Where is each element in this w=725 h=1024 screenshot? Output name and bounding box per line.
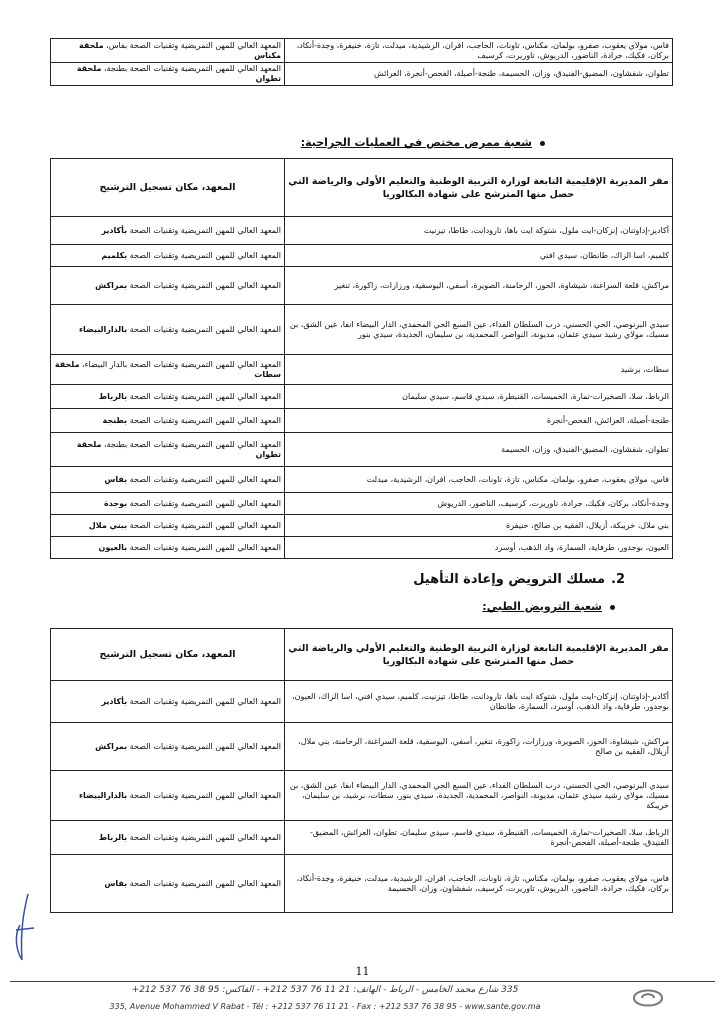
institute-cell: [51, 355, 285, 385]
regions-cell: أكادير-إداوتنان، إنزكان-ايت ملول، شتوكة ايت باها، تارودانت، طاطا، تيزنيت: [285, 217, 673, 245]
footer-address-latin: 335, Avenue Mohammed V Rabat - Tél : +212 537 76 11 21 - Fax : +212 537 76 38 95 - www.sante.gov.ma: [109, 1002, 541, 1011]
institute-cell: [51, 409, 285, 433]
bullet-icon: [540, 141, 545, 146]
regions-column-header: مقر المديرية الإقليمية التابعة لوزارة التربية الوطنية والتعليم الأولي والرياضة التي حصل منها المترشح على شهادة البكالوريا: [285, 629, 673, 681]
institute-city: ملحقة تطوان: [76, 64, 281, 83]
table-row: [51, 771, 673, 821]
table-row: [51, 433, 673, 467]
section2-number: 2.: [611, 572, 625, 587]
institute-city: بالدارالبيضاء: [78, 324, 128, 334]
table-row: [51, 63, 673, 86]
institute-cell: [51, 493, 285, 515]
table-row: [51, 39, 673, 63]
table-row: [51, 855, 673, 913]
section1-heading: شعبة ممرض مختص في العمليات الجراحية:: [301, 136, 545, 149]
institute-column-header: المعهد، مكان تسجيل الترشيح: [51, 629, 285, 681]
table-row: [51, 385, 673, 409]
institute-name: المعهد العالي للمهن التمريضية وتقنيات الصحة بالدار البيضاء،: [79, 359, 281, 369]
surgical-nurse-table: [50, 158, 673, 559]
table-row: [51, 821, 673, 855]
institute-city: بالدارالبيضاء: [78, 790, 128, 800]
regions-cell: مراكش، شيشاوة، الحوز، الصويرة، ورزازات، زاكورة، تنغير، أسفي، اليوسفية، قلعة السراغنة، الرحامنة، بني ملال، أزيلال، الفقيه بن صالح: [285, 723, 673, 771]
institute-cell: [51, 305, 285, 355]
regions-cell: سيدي البرنوصي، الحي الحسني، درب السلطان الفداء، عين السبع الحي المحمدي، الدار البيضاء انفا، عين الشق، بن مسيك، مولاي رشيد سيدي عثمان، مديونة، النواصر، المحمدية، بن سليمان، الجديدة، سيدي بنور: [285, 305, 673, 355]
regions-cell: العيون، بوجدور، طرفاية، السمارة، واد الذهب، أوسرد: [285, 537, 673, 559]
institute-cell: [51, 267, 285, 305]
footer-divider: [10, 981, 715, 982]
institute-name: المعهد العالي للمهن التمريضية وتقنيات الصحة: [127, 696, 281, 706]
section2-title: 2.مسلك الترويض وإعادة التأهيل: [413, 572, 625, 587]
table-row: [51, 515, 673, 537]
institute-cell: [51, 63, 285, 86]
table-row: [51, 267, 673, 305]
institute-city: بفاس: [104, 474, 128, 484]
regions-cell: وجدة-أنكاد، بركان، فكيك، جرادة، تاوريرت، كرسيف، الناضور، الدريوش: [285, 493, 673, 515]
institute-name: المعهد العالي للمهن التمريضية وتقنيات الصحة: [127, 741, 281, 751]
institute-city: بمراكش: [95, 280, 128, 290]
table-row: [51, 245, 673, 267]
institute-cell: [51, 217, 285, 245]
table-row: [51, 723, 673, 771]
institute-name: المعهد العالي للمهن التمريضية وتقنيات الصحة: [127, 250, 281, 260]
table-row: [51, 355, 673, 385]
institute-cell: [51, 723, 285, 771]
institute-city: بالرباط: [98, 832, 128, 842]
top-table: [50, 38, 673, 86]
table-row: [51, 493, 673, 515]
institute-city: ملحقة سطات: [54, 359, 281, 379]
institute-city: بالعيون: [98, 542, 128, 552]
institute-name: المعهد العالي للمهن التمريضية وتقنيات الصحة: [127, 474, 281, 484]
institute-city: بأكادير: [101, 225, 128, 235]
institute-cell: [51, 245, 285, 267]
institute-city: بأكادير: [101, 696, 128, 706]
regions-cell: مراكش، قلعة السراغنة، شيشاوة، الحوز، الرحامنة، الصويرة، أسفي، اليوسفية، ورزازات، زاكورة، تنغير: [285, 267, 673, 305]
institute-city: ملحقة تطوان: [76, 439, 281, 459]
institute-city: بطنجة: [102, 415, 128, 425]
institute-cell: [51, 771, 285, 821]
institute-cell: [51, 39, 285, 63]
regions-cell: طنجة-أصيلة، العرائش، الفحص-أنجرة: [285, 409, 673, 433]
regions-cell: فاس، مولاي يعقوب، صفرو، بولمان، مكناس، تازة، تاونات، الحاجب، افران، الرشيدية، ميدلت، خنيفرة، وجدة-أنكاد، بركان، فكيك، جرادة، الناضور، الدريوش، تاوريرت، كرسيف، شفشاون، وزان، الحسيمة: [285, 855, 673, 913]
institute-cell: [51, 385, 285, 409]
regions-cell: الرباط، سلا، الصخيرات-تمارة، الخميسات، القنيطرة، سيدي قاسم، سيدي سليمان، تطوان، العرائش، المضيق-الفنيدق، طنجة-أصيلة، الفحص-أنجرة: [285, 821, 673, 855]
institute-city: بالرباط: [98, 391, 128, 401]
table-row: [51, 681, 673, 723]
regions-cell: كلميم، اسا الزاك، طانطان، سيدي افني: [285, 245, 673, 267]
institute-city: بفاس: [104, 878, 128, 888]
institute-name: المعهد العالي للمهن التمريضية وتقنيات الصحة: [127, 832, 281, 842]
regions-cell: سيدي البرنوصي، الحي الحسني، درب السلطان الفداء، عين السبع الحي المحمدي، الدار البيضاء انفا، عين الشق، بن مسيك، مولاي رشيد سيدي عثمان، مديونة، النواصر، المحمدية، الجديدة، سيدي بنور، سطات، برشيد، بن سليمان، خريبكة: [285, 771, 673, 821]
institute-city: بوجدة: [104, 498, 128, 508]
institute-name: المعهد العالي للمهن التمريضية وتقنيات الصحة: [127, 324, 281, 334]
regions-cell: الرباط، سلا، الصخيرات-تمارة، الخميسات، القنيطرة، سيدي قاسم، سيدي سليمان: [285, 385, 673, 409]
regions-cell: أكادير-إداوتنان، إنزكان-ايت ملول، شتوكة ايت باها، تارودانت، طاطا، تيزنيت، كلميم، سيدي افني، اسا الزاك، العيون، بوجدور، طرفاية، واد الذهب، أوسرد، السمارة، طانطان: [285, 681, 673, 723]
regions-cell: تطوان، شفشاون، المضيق-الفنيدق، وزان، الحسيمة: [285, 433, 673, 467]
institute-name: المعهد العالي للمهن التمريضية وتقنيات الصحة: [127, 520, 281, 530]
footer-address-arabic: 335 شارع محمد الخامس - الرباط - الهاتف: 21 11 76 537 212+ - الفاكس: 95 38 76 537 212+: [131, 985, 519, 995]
institute-cell: [51, 433, 285, 467]
institute-name: المعهد العالي للمهن التمريضية وتقنيات الصحة بفاس،: [103, 40, 281, 50]
institute-cell: [51, 515, 285, 537]
table-row: [51, 467, 673, 493]
section2-subheading: شعبة الترويض الطبي:: [482, 600, 615, 613]
table-row: [51, 217, 673, 245]
institute-name: المعهد العالي للمهن التمريضية وتقنيات الصحة: [127, 280, 281, 290]
institute-name: المعهد العالي للمهن التمريضية وتقنيات الصحة: [127, 542, 281, 552]
institute-city: ملحقة مكناس: [79, 40, 281, 60]
ministry-logo-icon: [628, 982, 668, 1014]
regions-cell: سطات، برشيد: [285, 355, 673, 385]
institute-name: المعهد العالي للمهن التمريضية وتقنيات الصحة: [127, 790, 281, 800]
institute-name: المعهد العالي للمهن التمريضية وتقنيات الصحة بطنجة،: [101, 439, 281, 449]
institute-city: بكلميم: [101, 250, 128, 260]
regions-cell: فاس، مولاي يعقوب، صفرو، بولمان، مكناس، تازة، تاونات، الحاجب، افران، الرشيدية، ميدلت: [285, 467, 673, 493]
handwritten-signature: [6, 890, 46, 970]
institute-cell: [51, 537, 285, 559]
institute-name: المعهد العالي للمهن التمريضية وتقنيات الصحة بطنجة،: [101, 64, 281, 73]
institute-column-header: المعهد، مكان تسجيل الترشيح: [51, 159, 285, 217]
institute-name: المعهد العالي للمهن التمريضية وتقنيات الصحة: [127, 878, 281, 888]
institute-cell: [51, 821, 285, 855]
page-number: 11: [355, 965, 370, 978]
institute-name: المعهد العالي للمهن التمريضية وتقنيات الصحة: [127, 225, 281, 235]
institute-cell: [51, 467, 285, 493]
table-row: [51, 537, 673, 559]
institute-city: ببني ملال: [88, 520, 128, 530]
table-row: [51, 305, 673, 355]
institute-cell: [51, 855, 285, 913]
regions-column-header: مقر المديرية الإقليمية التابعة لوزارة التربية الوطنية والتعليم الأولي والرياضة التي حصل منها المترشح على شهادة البكالوريا: [285, 159, 673, 217]
institute-name: المعهد العالي للمهن التمريضية وتقنيات الصحة: [127, 391, 281, 401]
institute-name: المعهد العالي للمهن التمريضية وتقنيات الصحة: [127, 498, 281, 508]
regions-cell: فاس، مولاي يعقوب، صفرو، بولمان، مكناس، تاونات، الحاجب، افران، الرشيدية، ميدلت، تازة، خنيفرة، وجدة-أنكاد، بركان، فكيك، جرادة، الناضور، الدريوش، تاوريرت، كرسيف: [285, 39, 673, 63]
bullet-icon: [610, 605, 615, 610]
regions-cell: تطوان، شفشاون، المضيق-الفنيدق، وزان، الحسيمة، طنجة-أصيلة، الفحص-أنجرة، العرائش: [285, 63, 673, 86]
table-row: [51, 409, 673, 433]
institute-name: المعهد العالي للمهن التمريضية وتقنيات الصحة: [127, 415, 281, 425]
regions-cell: بني ملال، خريبكة، أزيلال، الفقيه بن صالح، خنيفرة: [285, 515, 673, 537]
institute-city: بمراكش: [95, 741, 128, 751]
institute-cell: [51, 681, 285, 723]
physiotherapy-table: [50, 628, 673, 913]
